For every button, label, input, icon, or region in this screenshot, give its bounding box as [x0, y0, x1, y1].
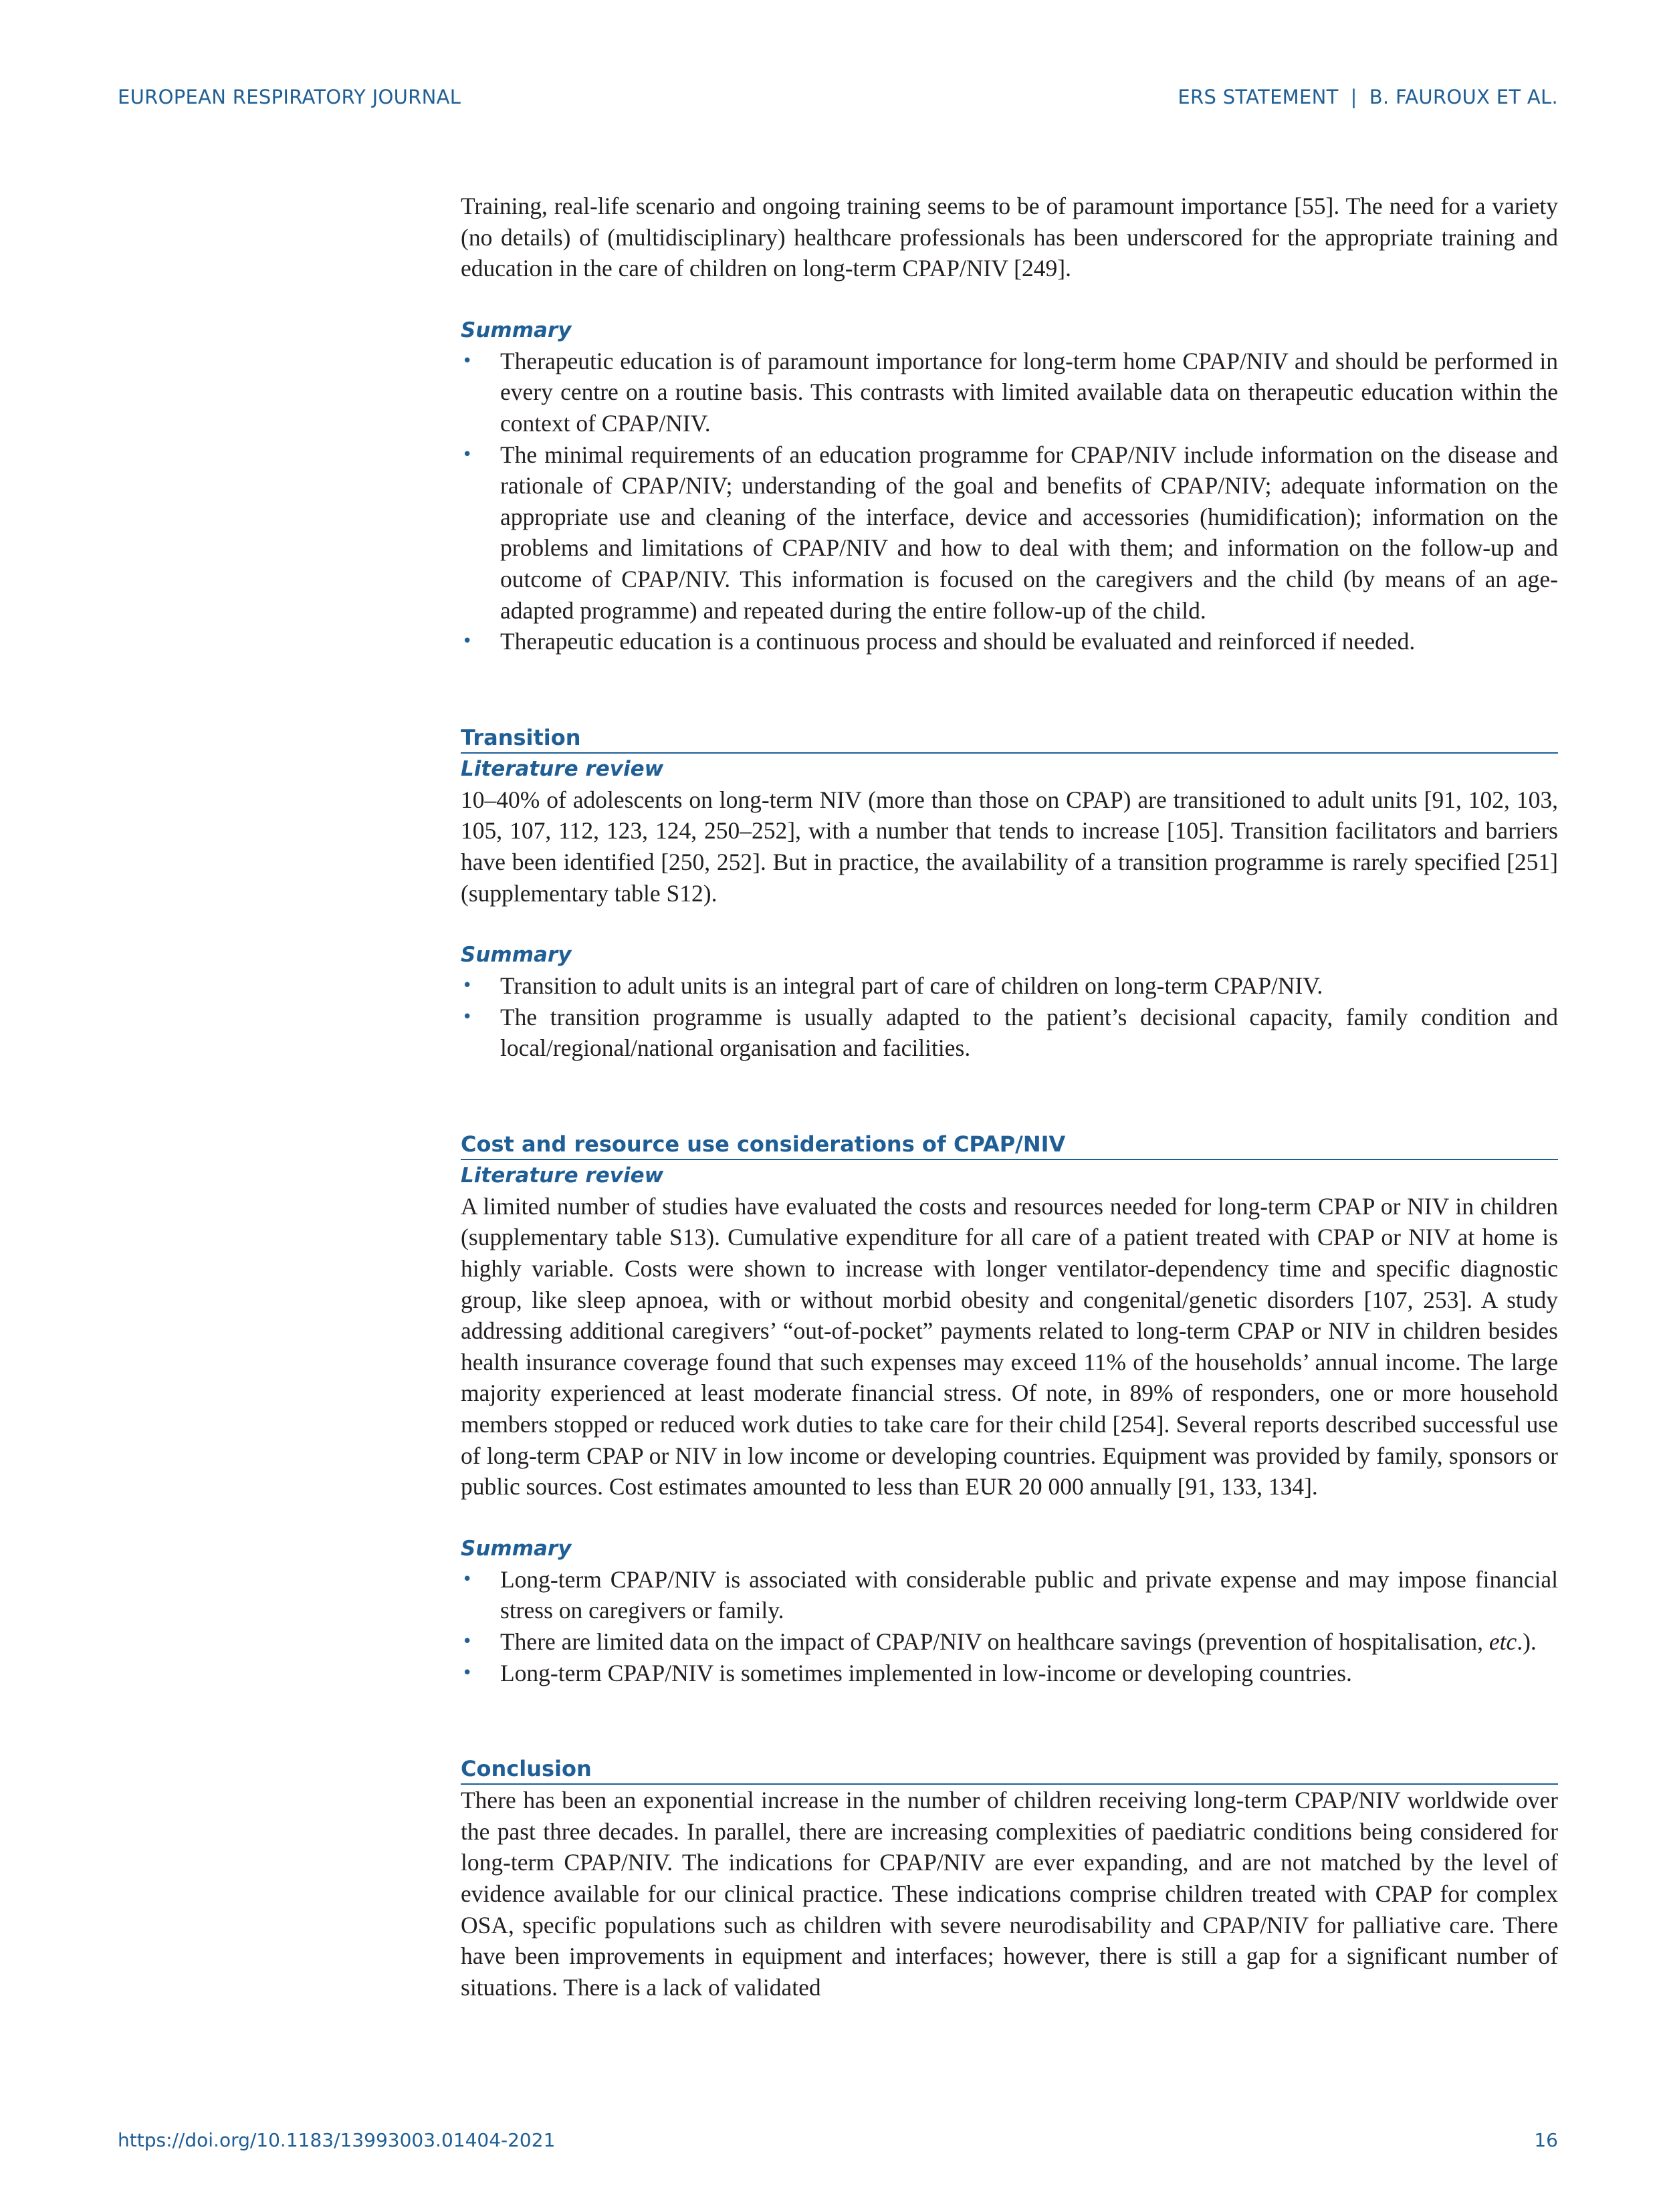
cost-summary-list	[461, 1564, 1558, 1688]
running-head	[118, 86, 1558, 112]
bullet-icon: •	[462, 350, 473, 371]
article-info	[1178, 86, 1558, 108]
list-item: • Long-term CPAP/NIV is associated with considerable public and private expense and may impose financial stress on caregivers or family.	[461, 1564, 1558, 1626]
transition-literature-heading: Literature review	[461, 756, 664, 781]
list-item: • The minimal requirements of an education programme for CPAP/NIV include information on the disease and rationale of CPAP/NIV; understanding of the goal and benefits of CPAP/NIV; adequate information on the appropriate use and cleaning of the interface, device and accessories (humidification); information on the problems and limitations of CPAP/NIV and how to deal with them; and information on the follow-up and outcome of CPAP/NIV. This information is focused on the caregivers and the child (by means of an age-adapted programme) and repeated during the entire follow-up of the child.	[461, 439, 1558, 627]
bullet-icon: •	[462, 444, 473, 465]
list-item: • Therapeutic education is of paramount importance for long-term home CPAP/NIV and should be performed in every centre on a routine basis. This contrasts with limited available data on therapeutic education within the context of CPAP/NIV.	[461, 346, 1558, 439]
list-item: • Long-term CPAP/NIV is sometimes implemented in low-income or developing countries.	[461, 1658, 1558, 1689]
list-item: • Therapeutic education is a continuous process and should be evaluated and reinforced if needed.	[461, 626, 1558, 657]
header-separator: |	[1350, 86, 1357, 108]
education-summary-heading: Summary	[461, 318, 572, 342]
page-number: 16	[1534, 2129, 1558, 2151]
cost-literature-heading: Literature review	[461, 1163, 664, 1188]
list-item: • The transition programme is usually adapted to the patient’s decisional capacity, family condition and local/regional/national organisation and facilities.	[461, 1002, 1558, 1064]
intro-paragraph: Training, real-life scenario and ongoing training seems to be of paramount importance [55]. The need for a variety (no details) of (multidisciplinary) healthcare professionals has been underscored for the appropriate training and education in the care of children on long-term CPAP/NIV [249].	[461, 193, 1558, 282]
cost-heading: Cost and resource use considerations of CPAP/NIV	[461, 1129, 1558, 1160]
journal-name: EUROPEAN RESPIRATORY JOURNAL	[118, 86, 461, 108]
list-item: • There are limited data on the impact of CPAP/NIV on healthcare savings (prevention of hospitalisation, etc.).	[461, 1626, 1558, 1658]
bullet-icon: •	[462, 976, 473, 996]
transition-summary-heading: Summary	[461, 943, 572, 968]
list-item: • Transition to adult units is an integral part of care of children on long-term CPAP/NIV.	[461, 970, 1558, 1002]
cost-summary-heading: Summary	[461, 1536, 572, 1561]
conclusion-heading: Conclusion	[461, 1754, 1558, 1785]
cost-literature-text: A limited number of studies have evaluated the costs and resources needed for long-term CPAP or NIV in children (supplementary table S13). Cumulative expenditure for all care of a patient treated with CPAP or NIV at home is highly variable. Costs were shown to increase with longer ventilator-dependency time and specific diagnostic group, like sleep apnoea, with or without morbid obesity and congenital/genetic disorders [107, 253]. A study addressing additional caregivers’ “out-of-pocket” payments related to long-term CPAP or NIV in children besides health insurance coverage found that such expenses may exceed 11% of the households’ annual income. The large majority experienced at least moderate financial stress. Of note, in 89% of responders, one or more household members stopped or reduced work duties to take care for their child [254]. Several reports described successful use of long-term CPAP or NIV in low income or developing countries. Equipment was provided by family, sponsors or public sources. Cost estimates amounted to less than EUR 20 000 annually [91, 133, 134].	[461, 1192, 1558, 1501]
conclusion-text: There has been an exponential increase in the number of children receiving long-term CPAP/NIV worldwide over the past three decades. In parallel, there are increasing complexities of paediatric conditions being considered for long-term CPAP/NIV. The indications for CPAP/NIV are ever expanding, and are not matched by the level of evidence available for our clinical practice. These indications comprise children treated with CPAP for complex OSA, specific populations such as children with severe neurodisability and CPAP/NIV for palliative care. There have been improvements in equipment and interfaces; however, there is still a gap for a significant number of situations. There is a lack of validated	[461, 1787, 1558, 2001]
article-body	[461, 191, 1558, 2003]
transition-heading: Transition	[461, 723, 1558, 754]
doi-link[interactable]: https://doi.org/10.1183/13993003.01404-2021	[118, 2129, 556, 2151]
bullet-icon: •	[462, 631, 473, 652]
transition-literature-text: 10–40% of adolescents on long-term NIV (more than those on CPAP) are transitioned to adult units [91, 102, 103, 105, 107, 112, 123, 124, 250–252], with a number that tends to increase [105]. Transition facilitators and barriers have been identified [250, 252]. But in practice, the availability of a transition programme is rarely specified [251] (supplementary table S12).	[461, 786, 1558, 907]
education-summary-list	[461, 346, 1558, 657]
bullet-icon: •	[462, 1662, 473, 1683]
authors: B. FAUROUX ET AL.	[1369, 86, 1558, 108]
article-type: ERS STATEMENT	[1178, 86, 1339, 108]
bullet-icon: •	[462, 1569, 473, 1589]
bullet-icon: •	[462, 1006, 473, 1027]
bullet-icon: •	[462, 1632, 473, 1652]
transition-summary-list	[461, 970, 1558, 1064]
